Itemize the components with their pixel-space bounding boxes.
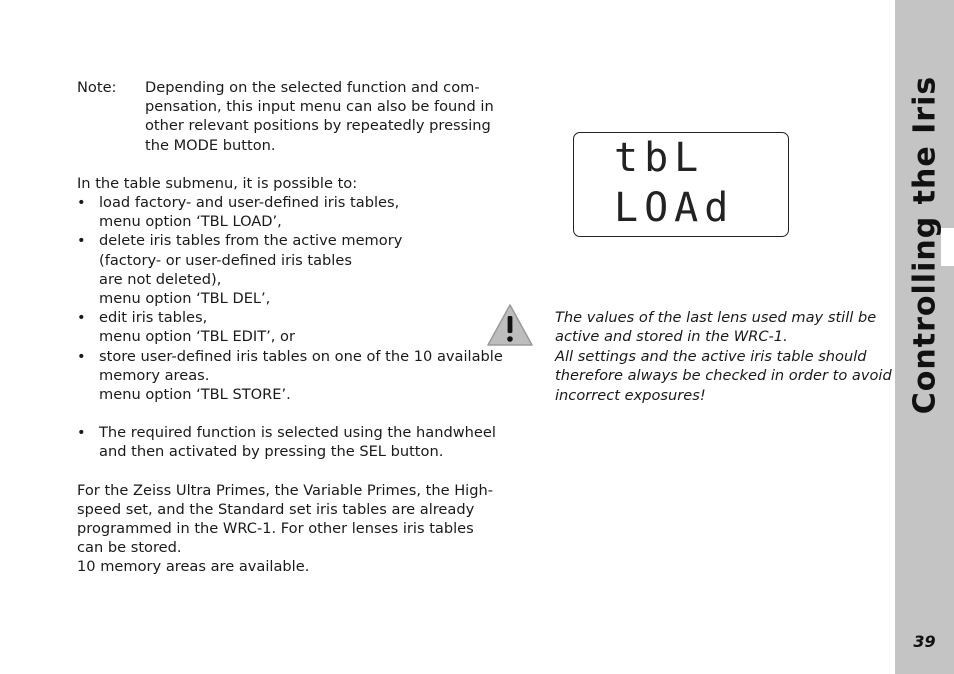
note-label: Note: <box>77 79 117 96</box>
bullet-mark: • <box>77 309 86 327</box>
bullet-line: (factory- or user-defined iris tables <box>99 251 352 269</box>
bullet-mark: • <box>77 347 86 365</box>
warning-line: incorrect exposures! <box>555 386 706 404</box>
bullet-mark: • <box>77 194 86 212</box>
warning-line: therefore always be checked in order to avoid <box>555 367 892 385</box>
lcd-line-2: LOAd <box>614 185 735 231</box>
bullet-mark: • <box>77 232 86 250</box>
note-line: other relevant positions by repeatedly pressing <box>145 117 491 135</box>
bullet-line: menu option ‘TBL DEL’, <box>99 290 271 308</box>
closing-line: 10 memory areas are available. <box>77 558 310 576</box>
bullet-line: menu option ‘TBL EDIT’, or <box>99 328 295 346</box>
note-line: Depending on the selected function and com- <box>145 79 480 96</box>
side-tab-notch <box>941 228 954 266</box>
lcd-line-1: tbL <box>614 135 705 181</box>
bullet-item-edit <box>77 308 477 346</box>
closing-paragraph <box>77 481 494 577</box>
intro-text: In the table submenu, it is possible to: <box>77 174 358 192</box>
main-text-column <box>77 78 503 577</box>
note-block <box>77 78 494 155</box>
closing-line: For the Zeiss Ultra Primes, the Variable Primes, the High- <box>77 481 494 499</box>
note-text <box>145 78 494 155</box>
bullet-item-delete <box>77 231 477 308</box>
bullet-line: edit iris tables, <box>99 309 208 327</box>
lcd-display <box>573 132 789 237</box>
bullet-item-store <box>77 347 503 405</box>
warning-line: All settings and the active iris table should <box>555 347 867 365</box>
chapter-title: Controlling the Iris <box>907 75 943 415</box>
bullet-item-load <box>77 193 477 231</box>
closing-line: can be stored. <box>77 539 182 557</box>
warning-triangle-icon <box>486 303 534 347</box>
bullet-line: store user-defined iris tables on one of the 10 available <box>99 347 503 365</box>
bullet-line: delete iris tables from the active memory <box>99 232 403 250</box>
bullet-line: menu option ‘TBL LOAD’, <box>99 213 282 231</box>
bullet-line: memory areas. <box>99 366 210 384</box>
warning-line: active and stored in the WRC-1. <box>555 328 788 346</box>
note-line: pensation, this input menu can also be found in <box>145 98 494 116</box>
note-line: the MODE button. <box>145 136 276 154</box>
bullet-item-selection <box>77 423 496 461</box>
closing-line: programmed in the WRC-1. For other lenses iris tables <box>77 520 474 538</box>
closing-line: speed set, and the Standard set iris tables are already <box>77 500 475 518</box>
warning-text <box>555 308 892 405</box>
warning-line: The values of the last lens used may still be <box>555 309 877 326</box>
bullet-line: and then activated by pressing the SEL button. <box>99 443 444 461</box>
bullet-mark: • <box>77 424 86 442</box>
bullet-line: are not deleted), <box>99 270 222 288</box>
bullet-line: load factory- and user-defined iris tables, <box>99 194 400 212</box>
bullet-line: menu option ‘TBL STORE’. <box>99 386 291 404</box>
page-number: 39 <box>913 632 936 651</box>
bullet-line: The required function is selected using the handwheel <box>99 424 496 442</box>
